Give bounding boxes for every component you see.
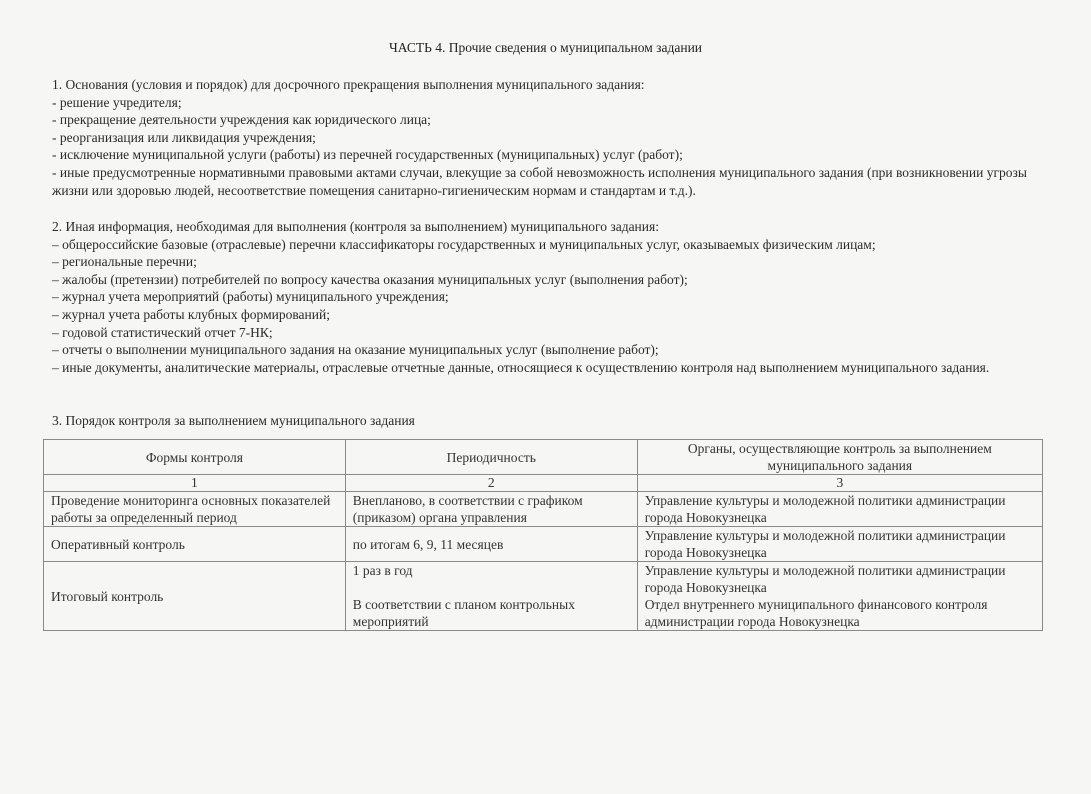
section-heading: 2. Иная информация, необходимая для выполнения (контроля за выполнением) муниципального задания:	[52, 219, 659, 234]
organ-line: Отдел внутреннего муниципального финансового контроля администрации города Новокузнецка	[644, 597, 988, 629]
period-line: В соответствии с планом контрольных мероприятий	[352, 597, 575, 629]
list-item: – годовой статистический отчет 7-НК;	[52, 324, 273, 340]
cell-organ	[637, 562, 1042, 631]
header-cell: Органы, осуществляющие контроль за выполнением муниципального задания	[637, 440, 1042, 475]
cell-organ: Управление культуры и молодежной политики администрации города Новокузнецка	[637, 527, 1042, 562]
section-heading: 3. Порядок контроля за выполнением муниципального задания	[52, 413, 415, 428]
table-row	[44, 527, 1043, 562]
column-number: 3	[637, 475, 1042, 492]
period-line: 1 раз в год	[352, 563, 413, 578]
list-item: - прекращение деятельности учреждения как юридического лица;	[52, 112, 431, 128]
section-heading: 1. Основания (условия и порядок) для досрочного прекращения выполнения муниципального задания:	[52, 77, 645, 92]
cell-form: Итоговый контроль	[44, 562, 346, 631]
section-other-info	[52, 218, 1052, 376]
cell-organ: Управление культуры и молодежной политики администрации города Новокузнецка	[637, 492, 1042, 527]
spacer	[353, 579, 630, 596]
control-table	[43, 439, 1043, 631]
column-number: 2	[345, 475, 637, 492]
list-item: – иные документы, аналитические материалы, отраслевые отчетные данные, относящиеся к осуществлению контроля над выполнением муниципального задания.	[52, 359, 990, 375]
organ-line: Управление культуры и молодежной политики администрации города Новокузнецка	[644, 563, 1006, 595]
column-number: 1	[44, 475, 346, 492]
list-item: – журнал учета работы клубных формирований;	[52, 306, 330, 322]
list-item: – отчеты о выполнении муниципального задания на оказание муниципальных услуг (выполнение работ);	[52, 342, 659, 358]
table-row	[44, 562, 1043, 631]
list-item: - исключение муниципальной услуги (работы) из перечней государственных (муниципальных) услуг (работ);	[52, 147, 683, 163]
page-title: ЧАСТЬ 4. Прочие сведения о муниципальном задании	[388, 40, 703, 55]
cell-form: Оперативный контроль	[44, 527, 346, 562]
list-item: – общероссийские базовые (отраслевые) перечни классификаторы государственных и муниципальных услуг, оказываемых физическим лицам;	[52, 236, 876, 252]
table-header-row	[44, 440, 1043, 475]
list-item: - решение учредителя;	[52, 94, 182, 110]
cell-period	[345, 562, 637, 631]
header-cell: Периодичность	[345, 440, 637, 475]
list-item: – жалобы (претензии) потребителей по вопросу качества оказания муниципальных услуг (выполнения работ);	[52, 271, 688, 287]
header-cell: Формы контроля	[44, 440, 346, 475]
cell-period: Внепланово, в соответствии с графиком (приказом) органа управления	[345, 492, 637, 527]
list-item: – региональные перечни;	[52, 254, 197, 270]
list-item: - реорганизация или ликвидация учреждения;	[52, 129, 316, 145]
section-termination-grounds	[52, 76, 1052, 199]
section-control-procedure	[52, 412, 1052, 430]
table-number-row	[44, 475, 1043, 492]
table-row	[44, 492, 1043, 527]
list-item: – журнал учета мероприятий (работы) муниципального учреждения;	[52, 289, 449, 305]
cell-form: Проведение мониторинга основных показателей работы за определенный период	[44, 492, 346, 527]
cell-period: по итогам 6, 9, 11 месяцев	[345, 527, 637, 562]
list-item: - иные предусмотренные нормативными правовыми актами случаи, влекущие за собой невозможность исполнения муниципального задания (при возникновении угрозы жизни или здоровью людей, несоответствие помещения санитарно-гигиеническим нормам и стандартам и т.д.).	[52, 164, 1027, 198]
